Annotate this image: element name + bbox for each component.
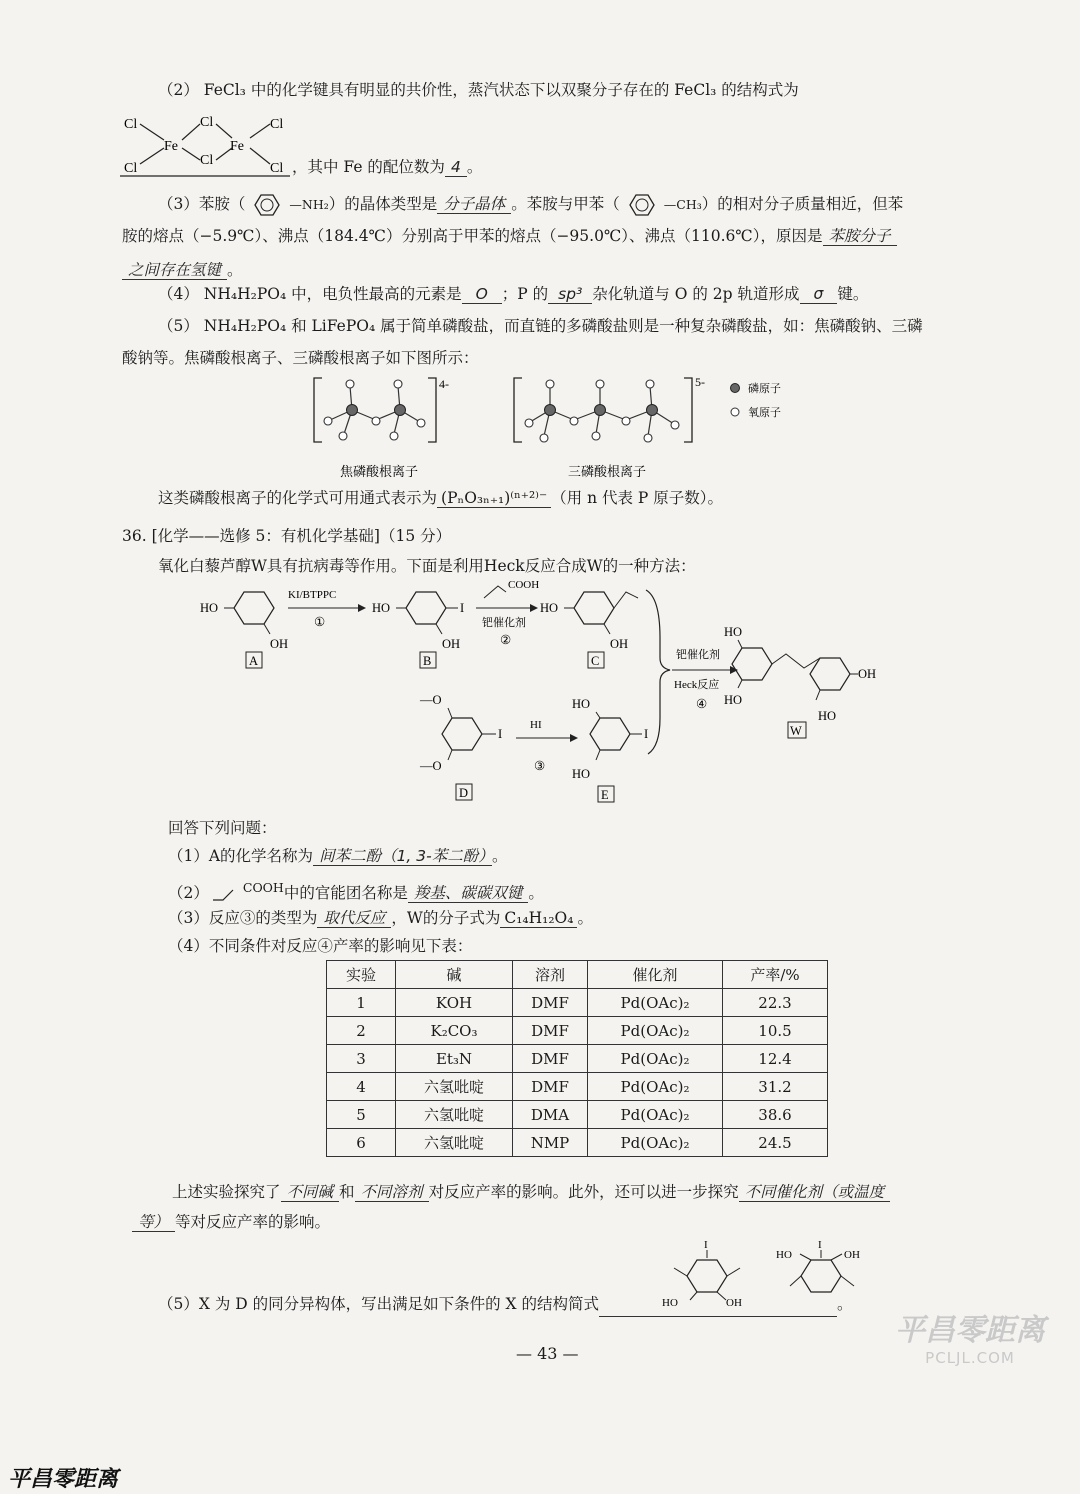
answer-intro: 回答下列问题： [168,819,277,837]
svg-text:OH: OH [858,667,877,681]
svg-text:①: ① [314,615,326,629]
struct-cl: Cl [270,161,284,176]
struct-cl: Cl [270,117,284,132]
table-row: 2 K₂CO₃ DMF Pd(OAc)₂ 10.5 [327,1017,828,1045]
q2-line2: ，其中 Fe 的配位数为 4 。 [292,158,483,176]
q3-line1: （3）苯胺（ —NH₂）的晶体类型是 分子晶体 。苯胺与甲苯（ —CH₃）的相对分子质量相近，但苯 [158,192,903,218]
svg-text:HO: HO [372,601,391,615]
svg-text:—O: —O [420,693,442,707]
svg-text:COOH: COOH [508,579,540,591]
watermark-title: 平昌零距离 [895,1313,1045,1348]
q36-p3: （3）反应③的类型为 取代反应 ，W的分子式为 C₁₄H₁₂O₄ 。 [168,909,593,927]
q2-line1: （2） FeCl₃ 中的化学键具有明显的共价性，蒸汽状态下以双聚分子存在的 FeCl₃ 的结构式为 [158,81,799,99]
q36-p2: （2） $^{COOH}$中的官能团名称是 羧基、碳碳双键 。 [168,876,544,906]
struct-fe: Fe [230,139,244,154]
answer-bond-type: σ [800,285,838,304]
struct-cl: Cl [124,161,138,176]
q3-line3: 之间存在氢键 。 [122,258,243,282]
benzene-ring-icon [245,192,289,218]
svg-text:I: I [644,727,649,741]
svg-text:④: ④ [696,697,708,711]
answer-hybridization: sp³ [548,285,592,304]
charge-5minus: 5- [695,375,705,389]
caption-pyrophosphate: 焦磷酸根离子 [340,464,419,479]
svg-text:OH: OH [610,637,629,651]
struct-cl: Cl [200,153,214,168]
svg-text:Heck反应: Heck反应 [674,679,720,691]
svg-text:HO: HO [724,693,743,707]
svg-text:I: I [498,727,503,741]
struct-fe: Fe [164,139,178,154]
legend-oxygen: 氧原子 [748,407,781,419]
table-row: 3 Et₃N DMF Pd(OAc)₂ 12.4 [327,1045,828,1073]
q4-line: （4） NH₄H₂PO₄ 中，电负性最高的元素是 O ；P 的 sp³ 杂化轨道与 O 的 2p 轨道形成 σ 键。 [158,285,869,303]
svg-text:HO: HO [662,1297,678,1309]
svg-text:HO: HO [572,697,591,711]
svg-text:②: ② [500,633,512,647]
answer-variable-2: 不同溶剂 [355,1183,429,1202]
svg-text:HI: HI [530,719,542,731]
caption-triphosphate: 三磷酸根离子 [568,464,647,479]
svg-text:③: ③ [534,759,546,773]
table-row: 5 六氢吡啶 DMA Pd(OAc)₂ 38.6 [327,1101,828,1129]
svg-text:HO: HO [572,767,591,781]
q36-intro: 氧化白藜芦醇W具有抗病毒等作用。下面是利用Heck反应合成W的一种方法： [158,557,696,575]
phosphate-ions-diagram [300,372,800,487]
svg-text:I: I [704,1239,708,1251]
answer-functional-groups: 羧基、碳碳双键 [408,884,529,903]
label-E: E [601,788,609,802]
svg-text:I: I [460,601,465,615]
benzene-ring-icon [620,192,664,218]
answer-variable-1: 不同碱 [281,1183,340,1202]
svg-text:HO: HO [540,601,559,615]
watermark-url: PCLJL.COM [925,1349,1015,1367]
svg-text:HO: HO [776,1249,792,1261]
svg-text:OH: OH [442,637,461,651]
answer-reaction-type: 取代反应 [317,909,391,928]
label-C: C [591,654,600,668]
fecl3-dimer-structure [118,108,308,178]
svg-text:—O: —O [420,759,442,773]
table-row: 6 六氢吡啶 NMP Pd(OAc)₂ 24.5 [327,1129,828,1157]
q36-p4: （4）不同条件对反应④产率的影响见下表： [168,937,473,955]
table-header-row: 实验 碱 溶剂 催化剂 产率/% [327,961,828,989]
acrylic-acid-structure [209,882,243,906]
label-W: W [790,724,802,738]
answer-reason-part1: 苯胺分子 [823,227,897,246]
answer-a-name: 间苯二酚（1, 3-苯二酚） [313,847,492,866]
answer-coordination-number: 4 [445,158,467,177]
svg-text:HO: HO [818,709,837,723]
legend-phosphorus: 磷原子 [748,383,781,395]
yield-table [326,960,828,1157]
label-B: B [423,654,432,668]
svg-text:HO: HO [724,625,743,639]
svg-text:钯催化剂: 钯催化剂 [676,649,720,661]
table-row: 1 KOH DMF Pd(OAc)₂ 22.3 [327,989,828,1017]
svg-text:OH: OH [726,1297,742,1309]
q36-p1: （1）A的化学名称为 间苯二酚（1, 3-苯二酚） 。 [168,847,508,865]
label-A: A [249,654,259,668]
svg-text:OH: OH [844,1249,860,1261]
svg-text:钯催化剂: 钯催化剂 [482,617,526,629]
q5-line2: 酸钠等。焦磷酸根离子、三磷酸根离子如下图所示： [122,349,479,367]
struct-cl: Cl [124,117,138,132]
charge-4minus: 4- [439,377,449,391]
q5-formula-line: 这类磷酸根离子的化学式可用通式表示为 (PₙO₃ₙ₊₁)⁽ⁿ⁺²⁾⁻ （用 n 代表 P 原子数）。 [158,489,724,507]
synthesis-scheme [190,578,890,808]
answer-variable-3b: 等） [132,1213,175,1232]
answer-variable-3: 不同催化剂（或温度 [739,1183,891,1202]
svg-text:KI/BTPPC: KI/BTPPC [288,589,337,601]
q5-line1: （5） NH₄H₂PO₄ 和 LiFePO₄ 属于简单磷酸盐，而直链的多磷酸盐则是一种复杂磷酸盐，如：焦磷酸钠、三磷 [158,317,923,335]
q36-title: 36. [化学——选修 5：有机化学基础]（15 分） [122,527,452,545]
page-number: — 43 — [516,1344,579,1363]
answer-general-formula: (PₙO₃ₙ₊₁)⁽ⁿ⁺²⁾⁻ [437,489,551,508]
corner-logo: 平昌零距离 [8,1467,119,1492]
q3-line2: 胺的熔点（−5.9℃）、沸点（184.4℃）分别高于甲苯的熔点（−95.0℃）、沸点（110.6℃），原因是 苯胺分子 [122,224,897,248]
q36-concl-line2: 等） 等对反应产率的影响。 [132,1210,330,1234]
struct-cl: Cl [200,115,214,130]
label-D: D [459,786,469,800]
svg-text:I: I [818,1239,822,1251]
table-row: 4 六氢吡啶 DMF Pd(OAc)₂ 31.2 [327,1073,828,1101]
q36-concl-line1: 上述实验探究了 不同碱 和 不同溶剂 对反应产率的影响。此外，还可以进一步探究 不同催化剂（或温度 [172,1180,890,1204]
answer-electronegativity: O [462,285,502,304]
svg-text:HO: HO [200,601,219,615]
q36-p5: （5）X 为 D 的同分异构体，写出满足如下条件的 X 的结构简式 。 [158,1292,853,1317]
answer-crystal-type: 分子晶体 [437,195,511,214]
answer-reason-part2: 之间存在氢键 [122,261,227,280]
watermark [890,1305,1050,1415]
answer-molecular-formula: C₁₄H₁₂O₄ [500,909,577,928]
svg-text:OH: OH [270,637,289,651]
